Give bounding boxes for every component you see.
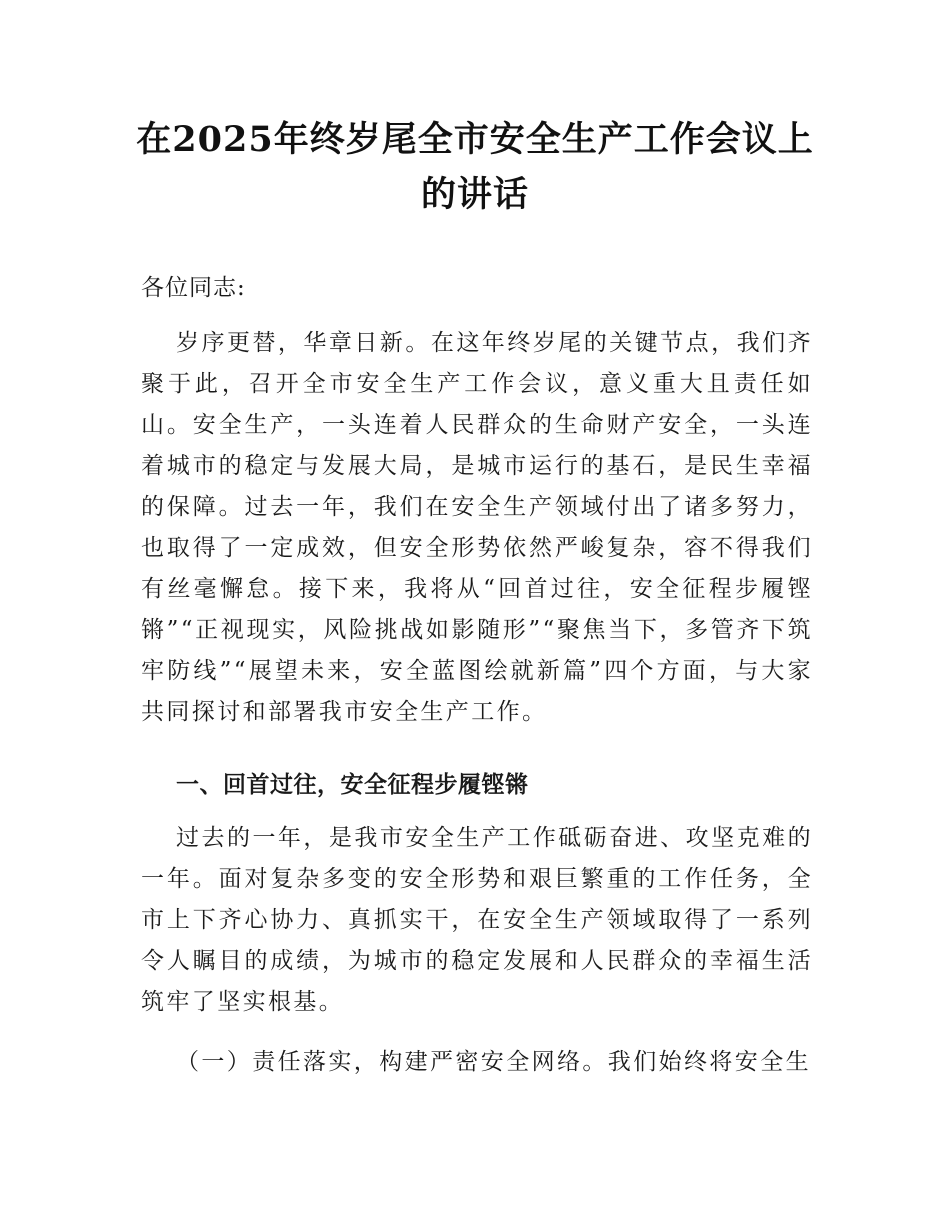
subsection-paragraph: （一）责任落实，构建严密安全网络。我们始终将安全生 — [176, 1049, 811, 1075]
section-body-paragraph: 过去的一年，是我市安全生产工作砥砺奋进、攻坚克难的一年。面对复杂多变的安全形势和艰巨繁重的工作任务，全市上下齐心协力、真抓实干，在安全生产领域取得了一系列令人瞩目的成绩，为城市的稳定发展和人民群众的幸福生活筑牢了坚实根基。 — [141, 825, 813, 1015]
document-title: 在2025年终岁尾全市安全生产工作会议上的讲话 — [136, 119, 814, 215]
section-heading: 一、回首过往，安全征程步履铿锵 — [176, 772, 529, 798]
intro-paragraph: 岁序更替，华章日新。在这年终岁尾的关键节点，我们齐聚于此，召开全市安全生产工作会议，意义重大且责任如山。安全生产，一头连着人民群众的生命财产安全，一头连着城市的稳定与发展大局，是城市运行的基石，是民生幸福的保障。过去一年，我们在安全生产领域付出了诸多努力，也取得了一定成效，但安全形势依然严峻复杂，容不得我们有丝毫懈怠。接下来，我将从“回首过往，安全征程步履铿锵”“正视现实，风险挑战如影随形”“聚焦当下，多管齐下筑牢防线”“展望未来，安全蓝图绘就新篇”四个方面，与大家共同探讨和部署我市安全生产工作。 — [141, 330, 813, 725]
salutation: 各位同志: — [141, 275, 246, 301]
